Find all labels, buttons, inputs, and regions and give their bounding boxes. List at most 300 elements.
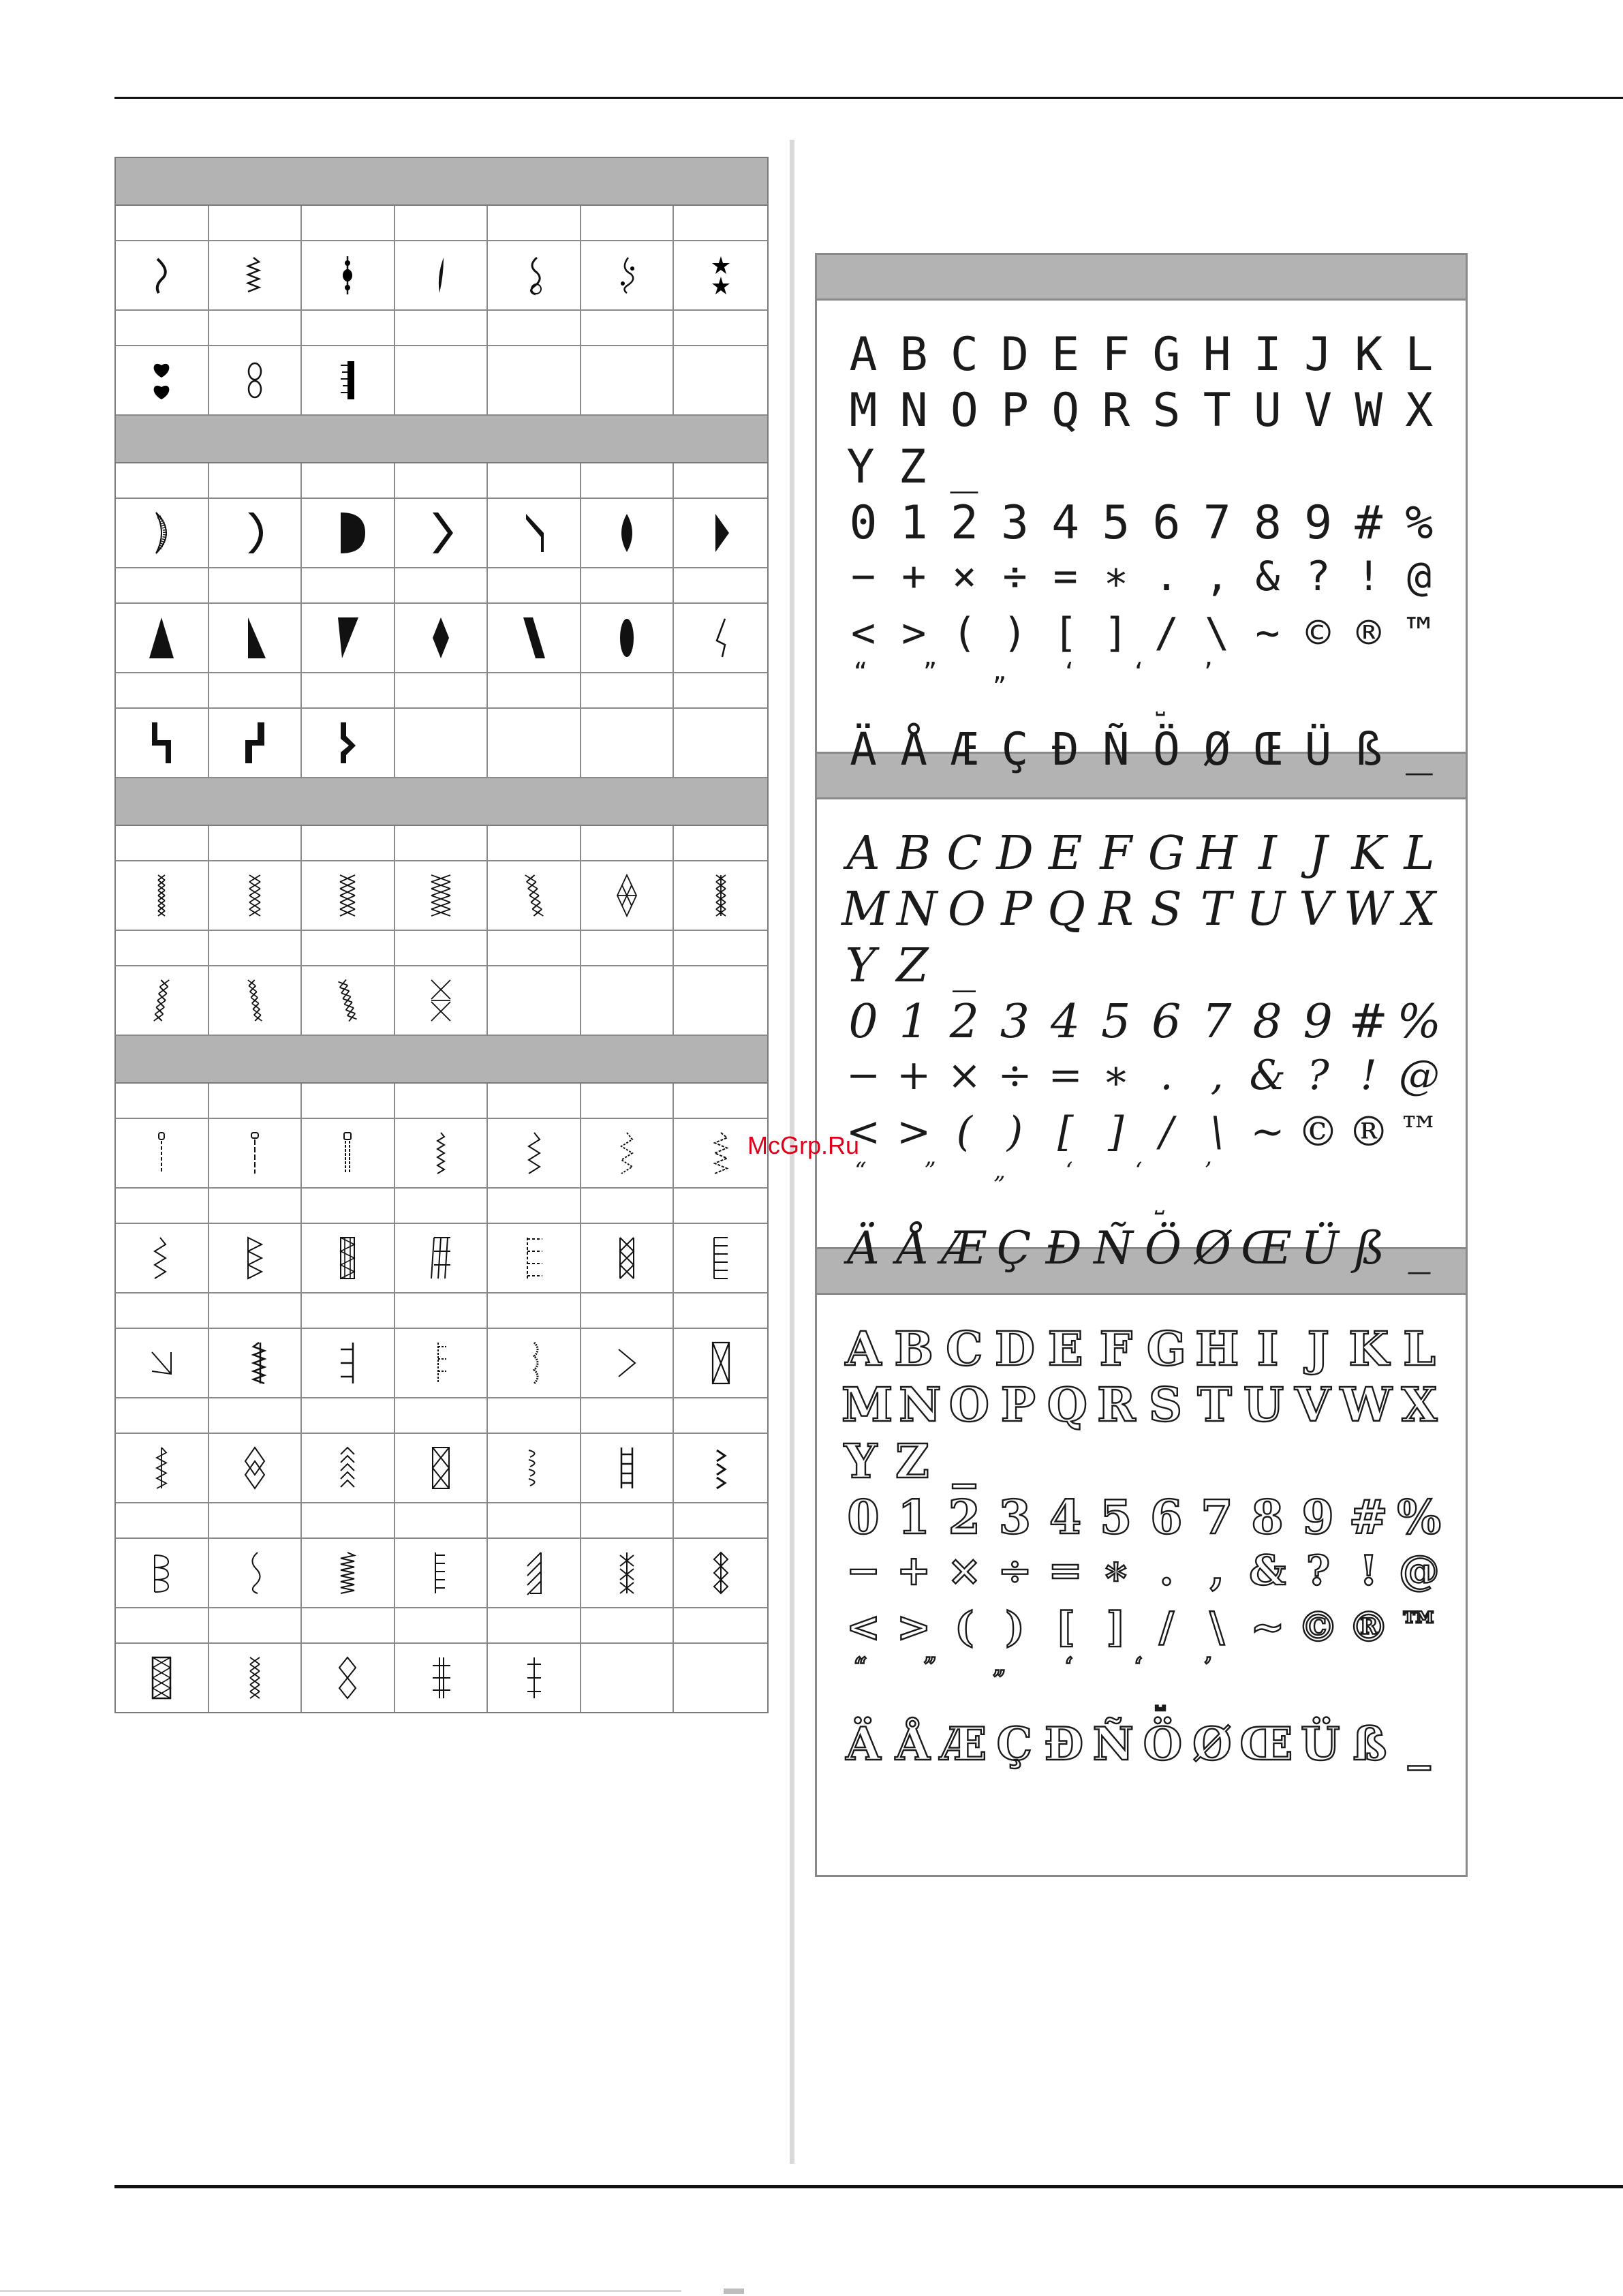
glyph[interactable]: 7 <box>1203 496 1231 550</box>
glyph[interactable]: 2 <box>949 995 979 1049</box>
glyph[interactable]: / <box>1154 609 1179 657</box>
glyph[interactable]: A <box>845 1322 882 1377</box>
glyph[interactable]: M <box>841 883 889 936</box>
glyph[interactable]: © <box>1305 609 1331 657</box>
stitch-cell[interactable] <box>395 1644 489 1712</box>
glyph[interactable]: − <box>846 1547 881 1595</box>
glyph[interactable]: \ <box>1210 1108 1224 1156</box>
glyph[interactable]: D <box>994 1322 1035 1377</box>
glyph[interactable]: / <box>1159 1604 1174 1651</box>
glyph[interactable]: O <box>948 883 986 936</box>
glyph[interactable]: 3 <box>998 1490 1032 1545</box>
glyph[interactable]: U <box>1243 1378 1284 1433</box>
glyph[interactable]: ~ <box>1250 1604 1285 1651</box>
glyph[interactable]: Æ <box>950 723 978 776</box>
glyph[interactable]: ( <box>956 1108 973 1156</box>
stitch-cell[interactable] <box>302 1539 395 1607</box>
glyph[interactable]: Ä <box>847 1222 880 1274</box>
stitch-cell[interactable] <box>581 499 675 567</box>
glyph[interactable]: 7 <box>1202 995 1232 1049</box>
glyph[interactable]: + <box>897 1052 931 1099</box>
glyph[interactable]: ) <box>1006 1108 1023 1156</box>
glyph[interactable]: < <box>846 1108 881 1156</box>
glyph[interactable]: ∗ <box>1102 1547 1130 1595</box>
glyph[interactable]: D <box>1001 328 1029 382</box>
stitch-cell[interactable] <box>395 1119 489 1187</box>
glyph[interactable]: % <box>1405 496 1434 550</box>
stitch-cell[interactable] <box>395 499 489 567</box>
glyph[interactable]: ‘ <box>1134 1653 1143 1680</box>
glyph[interactable]: J <box>1304 328 1333 382</box>
stitch-cell[interactable] <box>302 604 395 672</box>
stitch-cell[interactable] <box>302 1224 395 1292</box>
stitch-cell[interactable] <box>302 966 395 1035</box>
glyph[interactable]: × <box>947 1052 982 1099</box>
glyph[interactable]: Ö <box>1153 723 1180 776</box>
stitch-cell[interactable] <box>302 241 395 309</box>
stitch-cell[interactable] <box>116 241 209 309</box>
glyph[interactable]: Ö <box>1144 1222 1182 1274</box>
glyph[interactable]: @ <box>1406 553 1432 600</box>
glyph[interactable]: I <box>1256 1322 1279 1377</box>
glyph[interactable]: X <box>1401 1378 1438 1433</box>
glyph[interactable]: Ç <box>1001 723 1029 776</box>
glyph[interactable]: 2 <box>950 496 978 550</box>
glyph[interactable]: ( <box>955 1604 974 1651</box>
glyph[interactable]: H <box>1196 827 1237 881</box>
glyph[interactable]: 6 <box>1152 496 1181 550</box>
glyph[interactable]: U <box>1253 384 1282 438</box>
stitch-cell[interactable] <box>209 346 303 414</box>
glyph[interactable]: T <box>1203 384 1231 438</box>
glyph[interactable]: © <box>1297 1108 1339 1156</box>
glyph[interactable]: / <box>1159 1108 1174 1156</box>
glyph[interactable]: G <box>1146 1322 1186 1377</box>
stitch-cell[interactable] <box>674 1539 767 1607</box>
glyph[interactable]: Z <box>896 939 929 993</box>
stitch-cell[interactable] <box>209 709 303 777</box>
stitch-cell[interactable] <box>488 241 581 309</box>
glyph[interactable]: ÷ <box>998 1547 1032 1595</box>
glyph[interactable]: O <box>948 1378 989 1433</box>
glyph[interactable]: ’ <box>1204 1653 1212 1680</box>
glyph[interactable]: 9 <box>1301 1490 1334 1545</box>
glyph[interactable]: F <box>1099 1322 1132 1377</box>
glyph[interactable]: ÷ <box>998 1052 1032 1099</box>
glyph[interactable]: < <box>846 1604 881 1651</box>
glyph[interactable]: 4 <box>1051 496 1080 550</box>
glyph[interactable]: ß <box>1354 1222 1385 1274</box>
glyph[interactable]: % <box>1397 1490 1441 1545</box>
stitch-cell[interactable] <box>674 1329 767 1397</box>
stitch-cell[interactable] <box>116 1539 209 1607</box>
glyph[interactable]: N <box>899 384 928 438</box>
glyph[interactable]: Z <box>898 440 927 494</box>
glyph[interactable]: „ <box>992 658 1007 686</box>
stitch-cell[interactable] <box>116 1224 209 1292</box>
glyph[interactable]: J <box>1307 1322 1329 1377</box>
glyph[interactable]: ∗ <box>1102 1052 1130 1099</box>
glyph[interactable]: F <box>1100 827 1132 881</box>
glyph[interactable]: G <box>1152 328 1181 382</box>
stitch-cell[interactable] <box>302 1119 395 1187</box>
glyph[interactable]: Y <box>844 1435 878 1489</box>
glyph[interactable]: A <box>846 827 880 881</box>
glyph[interactable]: M <box>849 384 878 438</box>
stitch-cell[interactable] <box>488 1329 581 1397</box>
stitch-cell[interactable] <box>581 1119 675 1187</box>
glyph[interactable]: J <box>1308 827 1328 881</box>
glyph[interactable]: @ <box>1398 1547 1440 1595</box>
stitch-cell[interactable] <box>302 499 395 567</box>
glyph[interactable]: Œ <box>1240 1222 1293 1274</box>
stitch-cell[interactable] <box>395 861 489 930</box>
glyph[interactable]: 9 <box>1303 995 1333 1049</box>
glyph[interactable]: ∗ <box>1103 553 1128 600</box>
glyph[interactable]: Ü <box>1304 723 1332 776</box>
glyph[interactable]: ™ <box>1398 1108 1440 1156</box>
stitch-cell[interactable] <box>116 1434 209 1502</box>
glyph[interactable]: ß <box>1355 723 1382 776</box>
glyph[interactable]: Z <box>895 1435 929 1489</box>
stitch-cell[interactable] <box>209 1329 303 1397</box>
stitch-cell[interactable] <box>209 1644 303 1712</box>
stitch-cell[interactable] <box>488 1224 581 1292</box>
glyph[interactable]: & <box>1255 553 1280 600</box>
glyph[interactable]: 9 <box>1304 496 1333 550</box>
glyph[interactable]: ⎵ <box>1156 1683 1165 1711</box>
glyph[interactable]: > <box>901 609 927 657</box>
glyph[interactable]: 5 <box>1100 995 1131 1049</box>
glyph[interactable]: > <box>897 1108 931 1156</box>
glyph[interactable]: > <box>897 1604 931 1651</box>
stitch-cell[interactable] <box>302 1329 395 1397</box>
glyph[interactable]: S <box>1150 883 1182 936</box>
glyph[interactable]: Ç <box>996 1222 1032 1274</box>
stitch-cell[interactable] <box>581 1224 675 1292</box>
glyph[interactable]: _ <box>950 440 978 494</box>
glyph[interactable]: 0 <box>848 995 878 1049</box>
glyph[interactable]: ~ <box>1250 1108 1285 1156</box>
glyph[interactable]: ‘ <box>1065 1157 1073 1184</box>
glyph[interactable]: − <box>846 1052 881 1099</box>
glyph[interactable]: H <box>1203 328 1231 382</box>
glyph[interactable]: 8 <box>1252 995 1282 1049</box>
glyph[interactable]: K <box>1355 328 1383 382</box>
glyph[interactable]: 8 <box>1253 496 1282 550</box>
glyph[interactable]: L <box>1405 328 1434 382</box>
glyph[interactable]: V <box>1299 883 1333 936</box>
glyph[interactable]: , <box>1209 1547 1224 1595</box>
glyph[interactable]: 3 <box>1001 496 1029 550</box>
glyph[interactable]: ? <box>1305 553 1331 600</box>
glyph[interactable]: W <box>1355 384 1383 438</box>
stitch-cell[interactable] <box>209 1539 303 1607</box>
glyph[interactable]: = <box>1048 1052 1083 1099</box>
glyph[interactable]: [ <box>1057 1108 1074 1156</box>
glyph[interactable]: & <box>1249 1052 1286 1099</box>
glyph[interactable]: 4 <box>1050 995 1081 1049</box>
glyph[interactable]: Q <box>1047 883 1086 936</box>
glyph[interactable]: E <box>1048 827 1083 881</box>
glyph[interactable]: & <box>1249 1547 1286 1595</box>
stitch-cell[interactable] <box>302 709 395 777</box>
glyph[interactable]: , <box>1210 1052 1224 1099</box>
glyph[interactable]: C <box>946 1322 983 1377</box>
stitch-cell[interactable] <box>116 1644 209 1712</box>
glyph[interactable]: “ <box>854 1653 867 1680</box>
glyph[interactable]: # <box>1348 1490 1388 1545</box>
glyph[interactable]: . <box>1160 1052 1173 1099</box>
glyph[interactable]: B <box>894 1322 933 1377</box>
glyph[interactable]: ® <box>1348 1108 1389 1156</box>
glyph[interactable]: Đ <box>1051 723 1079 776</box>
glyph[interactable]: 1 <box>899 496 928 550</box>
glyph[interactable]: , <box>1205 553 1230 600</box>
glyph[interactable]: × <box>947 1547 982 1595</box>
glyph[interactable]: E <box>1047 1322 1083 1377</box>
glyph[interactable]: + <box>897 1547 931 1595</box>
glyph[interactable]: − <box>850 553 876 600</box>
glyph[interactable]: X <box>1405 384 1434 438</box>
glyph[interactable]: _ <box>1408 1717 1431 1771</box>
glyph[interactable]: „ <box>993 1653 1006 1680</box>
stitch-cell[interactable] <box>209 241 303 309</box>
glyph[interactable]: ™ <box>1398 1604 1440 1651</box>
stitch-cell[interactable] <box>209 1119 303 1187</box>
stitch-cell[interactable] <box>581 1329 675 1397</box>
glyph[interactable]: 1 <box>897 1490 930 1545</box>
glyph[interactable]: F <box>1102 328 1130 382</box>
glyph[interactable]: \ <box>1205 609 1230 657</box>
stitch-cell[interactable] <box>395 1539 489 1607</box>
glyph[interactable]: ] <box>1108 1108 1124 1156</box>
glyph[interactable]: 2 <box>948 1490 980 1545</box>
stitch-cell[interactable] <box>116 709 209 777</box>
glyph[interactable]: Ø <box>1203 723 1231 776</box>
glyph[interactable]: P <box>1000 1378 1036 1433</box>
stitch-cell[interactable] <box>395 241 489 309</box>
glyph[interactable]: [ <box>1055 1604 1075 1651</box>
glyph[interactable]: V <box>1304 384 1333 438</box>
glyph[interactable]: „ <box>993 1157 1006 1184</box>
glyph[interactable]: “ <box>853 658 868 686</box>
stitch-cell[interactable] <box>116 1329 209 1397</box>
glyph[interactable]: _ <box>1408 1222 1431 1274</box>
glyph[interactable]: R <box>1097 1378 1136 1433</box>
glyph[interactable]: ~ <box>1255 609 1280 657</box>
glyph[interactable]: T <box>1200 883 1232 936</box>
stitch-cell[interactable] <box>395 1329 489 1397</box>
glyph[interactable]: + <box>901 553 927 600</box>
stitch-cell[interactable] <box>116 346 209 414</box>
stitch-cell[interactable] <box>116 604 209 672</box>
glyph[interactable]: # <box>1355 496 1383 550</box>
stitch-cell[interactable] <box>488 1539 581 1607</box>
glyph[interactable]: ‘ <box>1131 658 1146 686</box>
glyph[interactable]: _ <box>953 939 976 993</box>
glyph[interactable]: ® <box>1356 609 1381 657</box>
glyph[interactable]: Ñ <box>1102 723 1130 776</box>
glyph[interactable]: R <box>1102 384 1130 438</box>
glyph[interactable]: Ä <box>850 723 877 776</box>
glyph[interactable]: S <box>1152 384 1181 438</box>
glyph[interactable]: S <box>1148 1378 1183 1433</box>
stitch-cell[interactable] <box>302 1434 395 1502</box>
glyph[interactable]: ] <box>1106 1604 1126 1651</box>
glyph[interactable]: Æ <box>940 1222 987 1274</box>
glyph[interactable]: Æ <box>940 1717 987 1771</box>
stitch-cell[interactable] <box>488 499 581 567</box>
glyph[interactable]: 5 <box>1102 496 1130 550</box>
glyph[interactable]: X <box>1402 883 1436 936</box>
stitch-cell[interactable] <box>302 1644 395 1712</box>
glyph[interactable]: Đ <box>1044 1717 1084 1771</box>
glyph[interactable]: C <box>950 328 978 382</box>
glyph[interactable]: 0 <box>849 496 878 550</box>
glyph[interactable]: 8 <box>1251 1490 1284 1545</box>
stitch-cell[interactable] <box>209 1224 303 1292</box>
glyph[interactable]: D <box>996 827 1034 881</box>
glyph[interactable]: ” <box>923 1653 937 1680</box>
glyph[interactable]: ! <box>1356 553 1381 600</box>
glyph[interactable]: ? <box>1307 1052 1329 1099</box>
glyph[interactable]: W <box>1343 883 1391 936</box>
glyph[interactable]: R <box>1098 883 1134 936</box>
glyph[interactable]: ” <box>923 658 938 686</box>
glyph[interactable]: A <box>849 328 878 382</box>
glyph[interactable]: ‘ <box>1062 658 1077 686</box>
glyph[interactable]: Ø <box>1194 1222 1232 1274</box>
glyph[interactable]: ⎵ <box>1156 689 1165 716</box>
glyph[interactable]: % <box>1397 995 1441 1049</box>
stitch-cell[interactable] <box>209 604 303 672</box>
glyph[interactable]: Œ <box>1254 723 1282 776</box>
glyph[interactable]: Y <box>846 440 875 494</box>
glyph[interactable]: ® <box>1348 1604 1389 1651</box>
stitch-cell[interactable] <box>488 861 581 930</box>
glyph[interactable]: H <box>1195 1322 1239 1377</box>
glyph[interactable]: Ç <box>996 1717 1033 1771</box>
glyph[interactable]: O <box>950 384 978 438</box>
stitch-cell[interactable] <box>674 861 767 930</box>
glyph[interactable]: I <box>1253 328 1282 382</box>
glyph[interactable]: Q <box>1047 1378 1088 1433</box>
stitch-cell[interactable] <box>674 499 767 567</box>
glyph[interactable]: [ <box>1053 609 1078 657</box>
glyph[interactable]: I <box>1258 827 1277 881</box>
stitch-cell[interactable] <box>488 1644 581 1712</box>
stitch-cell[interactable] <box>674 241 767 309</box>
glyph[interactable]: L <box>1403 1322 1436 1377</box>
stitch-cell[interactable] <box>581 241 675 309</box>
glyph[interactable]: × <box>952 553 977 600</box>
glyph[interactable]: ) <box>1002 609 1027 657</box>
stitch-cell[interactable] <box>581 1434 675 1502</box>
stitch-cell[interactable] <box>674 604 767 672</box>
stitch-cell[interactable] <box>674 1434 767 1502</box>
glyph[interactable]: ! <box>1359 1547 1378 1595</box>
glyph[interactable]: ! <box>1360 1052 1377 1099</box>
stitch-cell[interactable] <box>395 1434 489 1502</box>
stitch-cell[interactable] <box>209 861 303 930</box>
glyph[interactable]: C <box>946 827 983 881</box>
glyph[interactable]: 0 <box>847 1490 880 1545</box>
glyph[interactable]: 4 <box>1049 1490 1082 1545</box>
glyph[interactable]: 5 <box>1099 1490 1132 1545</box>
glyph[interactable]: N <box>899 1378 942 1433</box>
glyph[interactable]: B <box>897 827 931 881</box>
stitch-cell[interactable] <box>581 1539 675 1607</box>
glyph[interactable]: ‘ <box>1065 1653 1073 1680</box>
glyph[interactable]: N <box>897 883 938 936</box>
stitch-cell[interactable] <box>581 604 675 672</box>
glyph[interactable]: ’ <box>1204 1157 1212 1184</box>
glyph[interactable]: 3 <box>1000 995 1030 1049</box>
stitch-cell[interactable] <box>488 1434 581 1502</box>
glyph[interactable]: # <box>1348 995 1388 1049</box>
glyph[interactable]: 6 <box>1151 995 1181 1049</box>
stitch-cell[interactable] <box>581 861 675 930</box>
stitch-cell[interactable] <box>116 499 209 567</box>
glyph[interactable]: Ä <box>846 1717 881 1771</box>
glyph[interactable]: 6 <box>1150 1490 1183 1545</box>
glyph[interactable]: ” <box>924 1157 936 1184</box>
glyph[interactable]: K <box>1348 1322 1389 1377</box>
glyph[interactable]: P <box>1001 883 1032 936</box>
glyph[interactable]: Ö <box>1143 1717 1183 1771</box>
glyph[interactable]: Ø <box>1192 1717 1232 1771</box>
glyph[interactable]: K <box>1351 827 1387 881</box>
glyph[interactable]: © <box>1297 1604 1339 1651</box>
glyph[interactable]: = <box>1053 553 1078 600</box>
glyph[interactable]: B <box>899 328 928 382</box>
stitch-cell[interactable] <box>209 966 303 1035</box>
glyph[interactable]: @ <box>1398 1052 1440 1099</box>
glyph[interactable]: _ <box>1406 723 1433 776</box>
glyph[interactable]: Ñ <box>1092 1717 1134 1771</box>
stitch-cell[interactable] <box>395 604 489 672</box>
stitch-cell[interactable] <box>116 966 209 1035</box>
glyph[interactable]: 7 <box>1201 1490 1233 1545</box>
stitch-cell[interactable] <box>488 604 581 672</box>
glyph[interactable]: Ñ <box>1094 1222 1133 1274</box>
glyph[interactable]: ‘ <box>1134 1157 1143 1184</box>
glyph[interactable]: L <box>1404 827 1435 881</box>
stitch-cell[interactable] <box>395 1224 489 1292</box>
glyph[interactable]: M <box>841 1378 893 1433</box>
glyph[interactable]: V <box>1295 1378 1331 1433</box>
glyph[interactable]: Å <box>895 1717 931 1771</box>
stitch-cell[interactable] <box>674 1224 767 1292</box>
glyph[interactable]: Œ <box>1239 1717 1293 1771</box>
glyph[interactable]: ] <box>1103 609 1128 657</box>
glyph[interactable]: Đ <box>1045 1222 1082 1274</box>
glyph[interactable]: Å <box>900 723 928 776</box>
glyph[interactable]: _ <box>953 1435 976 1489</box>
glyph[interactable]: \ <box>1209 1604 1225 1651</box>
stitch-cell[interactable] <box>209 1434 303 1502</box>
glyph[interactable]: G <box>1147 827 1186 881</box>
glyph[interactable]: Y <box>845 939 876 993</box>
glyph[interactable]: ( <box>952 609 977 657</box>
stitch-cell[interactable] <box>395 966 489 1035</box>
glyph[interactable]: T <box>1197 1378 1232 1433</box>
glyph[interactable]: ) <box>1005 1604 1025 1651</box>
glyph[interactable]: = <box>1048 1547 1083 1595</box>
glyph[interactable]: P <box>1001 384 1029 438</box>
stitch-cell[interactable] <box>116 1119 209 1187</box>
